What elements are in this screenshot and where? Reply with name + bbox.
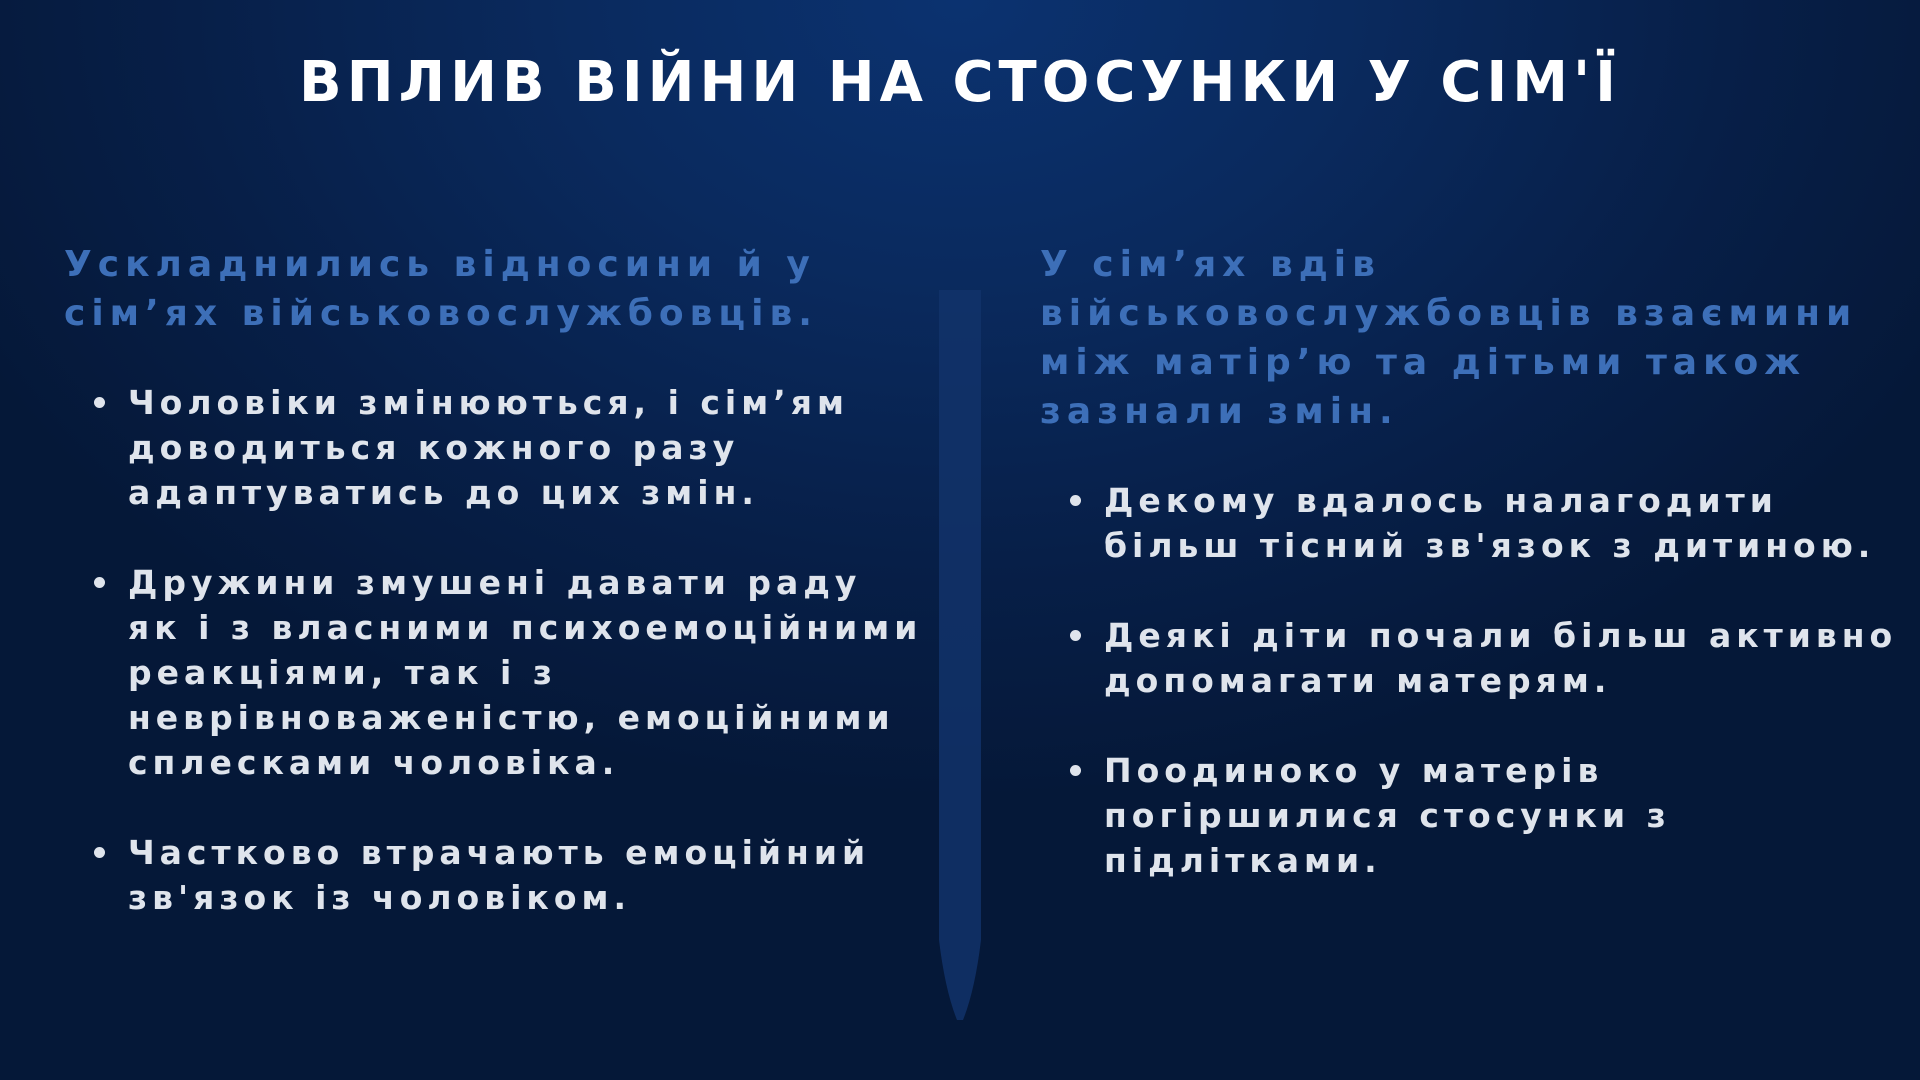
bullet-dot-icon [94, 577, 105, 588]
bullet-dot-icon [1070, 630, 1081, 641]
left-heading: Ускладнились відносини й у сім’ях військовослужбовців. [64, 244, 818, 334]
bullet-dot-icon [94, 847, 105, 858]
right-bullet-list [1040, 478, 1900, 883]
bullet-text: Чоловіки змінюються, і сім’ям доводиться кожного разу адаптуватись до цих змін. [128, 383, 849, 512]
bullet-text: Дружини змушені давати раду як і з власними психоемоційними реакціями, так і з неврівноваженістю, емоційними сплесками чоловіка. [128, 563, 923, 782]
center-divider [939, 290, 981, 1020]
slide-title: ВПЛИВ ВІЙНИ НА СТОСУНКИ У СІМ'Ї [299, 50, 1621, 115]
bullet-text: Деякі діти почали більш активно допомагати матерям. [1104, 616, 1898, 700]
bullet-text: Частково втрачають емоційний зв'язок із чоловіком. [128, 833, 871, 917]
right-heading: У сім’ях вдів військовослужбовців взаємини між матір’ю та дітьми також зазнали змін. [1040, 244, 1858, 432]
right-column [1040, 240, 1900, 928]
list-item [1040, 613, 1900, 703]
bullet-dot-icon [1070, 765, 1081, 776]
list-item [1040, 748, 1900, 883]
bullet-text: Поодиноко у матерів погіршилися стосунки з підлітками. [1104, 751, 1671, 880]
list-item [64, 560, 924, 785]
bullet-dot-icon [94, 397, 105, 408]
bullet-text: Декому вдалось налагодити більш тісний зв'язок з дитиною. [1104, 481, 1876, 565]
left-bullet-list [64, 380, 924, 920]
list-item [1040, 478, 1900, 568]
list-item [64, 830, 924, 920]
bullet-dot-icon [1070, 495, 1081, 506]
left-column [64, 240, 924, 965]
list-item [64, 380, 924, 515]
